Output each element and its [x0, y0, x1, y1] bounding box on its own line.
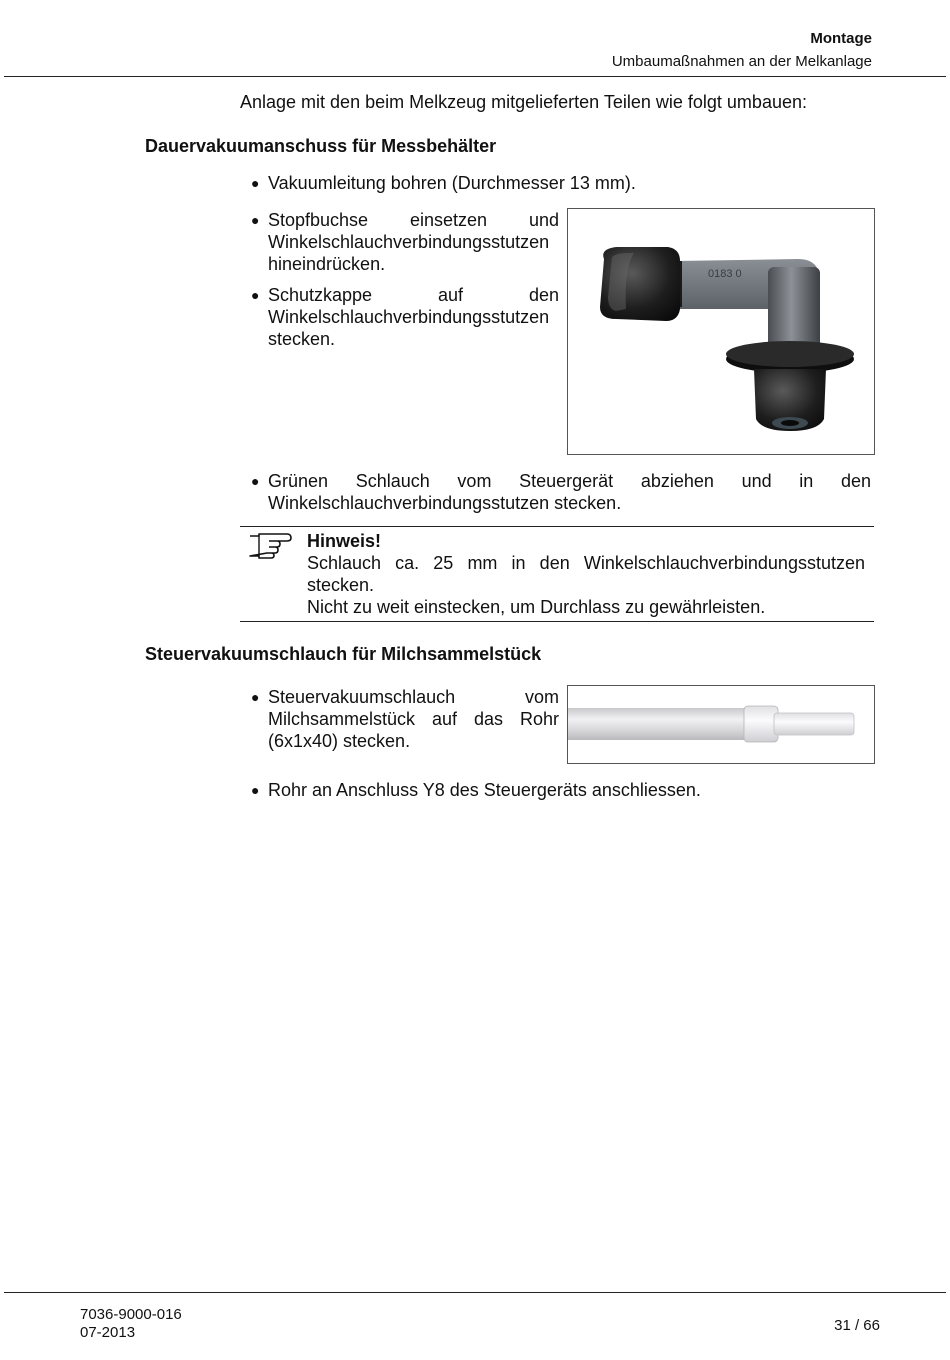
bullet-line: Steuervakuumschlauch vom — [268, 687, 559, 707]
tube-photo — [567, 685, 875, 764]
bullet-line: hineindrücken. — [268, 254, 386, 274]
list-item — [251, 779, 701, 801]
bullet-line: (6x1x40) stecken. — [268, 731, 411, 751]
intro-text: Anlage mit den beim Melkzeug mitgelieferten Teilen wie folgt umbauen: — [240, 92, 807, 112]
bullet-dot: ● — [251, 473, 260, 489]
angled-connector-illustration — [568, 209, 874, 454]
bullet-line: Stopfbuchse einsetzen und — [268, 210, 559, 230]
header-subtitle: Umbaumaßnahmen an der Melkanlage — [611, 53, 872, 70]
list-item — [251, 172, 636, 194]
note-divider-bottom — [240, 621, 874, 622]
bullet-dot: ● — [251, 212, 260, 228]
note-line: Schlauch ca. 25 mm in den Winkelschlauchverbindungsstutzen — [307, 553, 865, 573]
pointing-hand-icon — [247, 530, 293, 560]
bullet-line: Rohr an Anschluss Y8 des Steuergeräts anschliessen. — [268, 780, 701, 800]
bullet-line: Grünen Schlauch vom Steuergerät abziehen und in den — [268, 471, 871, 491]
footer-date: 07-2013 — [80, 1324, 136, 1341]
header-title: Montage — [810, 30, 872, 47]
connector-photo — [567, 208, 875, 455]
bullet-line: stecken. — [268, 329, 336, 349]
bullet-line: Winkelschlauchverbindungsstutzen — [268, 232, 550, 252]
tube-illustration — [568, 686, 874, 763]
note-line: stecken. — [307, 575, 375, 595]
svg-text:0183 0: 0183 0 — [708, 268, 742, 280]
bullet-line: Milchsammelstück auf das Rohr — [268, 709, 559, 729]
list-item — [251, 209, 559, 275]
list-item — [251, 284, 559, 350]
note-line: Nicht zu weit einstecken, um Durchlass zu gewährleisten. — [307, 597, 766, 617]
bullet-line: Schutzkappe auf den — [268, 285, 559, 305]
bullet-line: Vakuumleitung bohren (Durchmesser 13 mm). — [268, 173, 636, 193]
bullet-dot: ● — [251, 689, 260, 705]
list-item — [251, 470, 871, 514]
bullet-dot: ● — [251, 782, 260, 798]
bullet-dot: ● — [251, 287, 260, 303]
footer-doc-number: 7036-9000-016 — [80, 1306, 182, 1323]
bullet-dot: ● — [251, 175, 260, 191]
footer-divider — [4, 1292, 946, 1293]
bullet-line: Winkelschlauchverbindungsstutzen stecken. — [268, 493, 622, 513]
list-item — [251, 686, 559, 752]
footer-page-number: 31 / 66 — [834, 1317, 880, 1334]
bullet-line: Winkelschlauchverbindungsstutzen — [268, 307, 550, 327]
section2-heading: Steuervakuumschlauch für Milchsammelstück — [145, 644, 542, 664]
note-title: Hinweis! — [307, 531, 382, 551]
note-divider-top — [240, 526, 874, 527]
section1-heading: Dauervakuumanschuss für Messbehälter — [145, 136, 497, 156]
header-divider — [4, 76, 946, 77]
note-body — [307, 552, 865, 618]
